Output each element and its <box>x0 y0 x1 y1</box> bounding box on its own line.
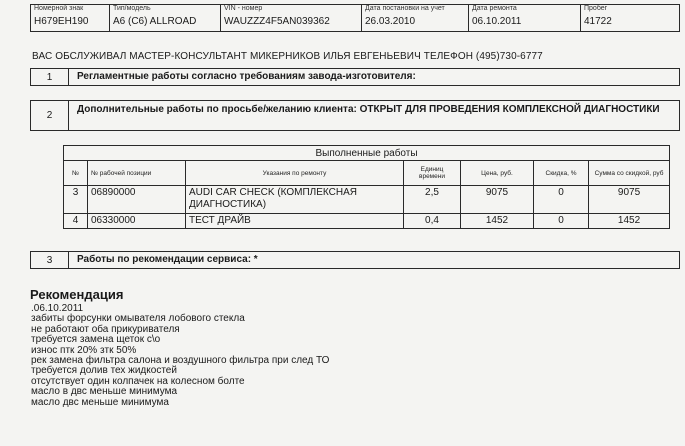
cell-price: 1452 <box>461 214 534 229</box>
list-item: масло двс меньше минимума <box>31 396 169 408</box>
consultant-line: ВАС ОБСЛУЖИВАЛ МАСТЕР-КОНСУЛЬТАНТ МИКЕРНИКОВ ИЛЬЯ ЕВГЕНЬЕВИЧ ТЕЛЕФОН (495)730-6777 <box>32 51 543 62</box>
table-title: Выполненные работы <box>64 146 670 161</box>
list-item: .06.10.2011 <box>31 303 84 314</box>
registration-date-value: 26.03.2010 <box>365 16 416 27</box>
list-item: масло в двс меньше минимума <box>31 386 178 398</box>
section-number: 1 <box>31 69 69 85</box>
cell-number: 4 <box>64 214 88 229</box>
section-text: Дополнительные работы по просьбе/желанию клиента: ОТКРЫТ ДЛЯ ПРОВЕДЕНИЯ КОМПЛЕКСНОЙ ДИАГНОСТИКИ <box>77 104 660 115</box>
recommendations-list <box>31 304 329 408</box>
model-value: A6 (C6) ALLROAD <box>113 16 197 27</box>
registration-date-field <box>362 5 469 31</box>
column-header: № <box>64 161 88 186</box>
table-row <box>64 214 670 229</box>
list-item: требуется долив тех жидкостей <box>31 365 177 377</box>
performed-work-table <box>63 145 670 229</box>
list-item: отсутствует один колпачек на колесном болте <box>31 375 245 387</box>
cell-position: 06330000 <box>88 214 186 229</box>
repair-date-value: 06.10.2011 <box>472 16 522 27</box>
table-row <box>64 186 670 214</box>
repair-date-label: Дата ремонта <box>472 5 517 12</box>
vin-field <box>221 5 362 31</box>
mileage-field <box>581 5 679 31</box>
recommendations-title: Рекомендация <box>30 287 124 302</box>
plate-value: Н679ЕН190 <box>34 16 89 27</box>
cell-time-units: 0,4 <box>404 214 461 229</box>
column-header: № рабочей позиции <box>88 161 186 186</box>
model-label: Тип/модель <box>113 5 151 12</box>
cell-discount: 0 <box>534 186 589 214</box>
vin-value: WAUZZZ4F5AN039362 <box>224 16 330 27</box>
section-number: 2 <box>31 101 69 130</box>
model-field <box>110 5 221 31</box>
cell-price: 9075 <box>461 186 534 214</box>
column-header: Скидка, % <box>534 161 589 186</box>
repair-date-field <box>469 5 581 31</box>
column-header: Сумма со скидкой, руб <box>589 161 670 186</box>
section-number: 3 <box>31 252 69 268</box>
column-header: Цена, руб. <box>461 161 534 186</box>
section-text: Работы по рекомендации сервиса: * <box>77 254 258 265</box>
list-item: требуется замена щеток с\о <box>31 334 161 346</box>
list-item: не работают оба прикуривателя <box>31 323 180 335</box>
registration-date-label: Дата постановки на учет <box>365 5 445 12</box>
mileage-value: 41722 <box>584 16 612 27</box>
section-text: Регламентные работы согласно требованиям завода-изготовителя: <box>77 71 416 82</box>
cell-total: 9075 <box>589 186 670 214</box>
section-1 <box>30 68 680 86</box>
mileage-label: Пробег <box>584 5 608 12</box>
vehicle-header <box>30 4 680 32</box>
cell-total: 1452 <box>589 214 670 229</box>
column-header: Единиц времени <box>404 161 461 186</box>
cell-number: 3 <box>64 186 88 214</box>
section-2 <box>30 100 680 131</box>
list-item: рек замена фильтра салона и воздушного фильтра при след ТО <box>31 355 330 367</box>
list-item: забиты форсунки омывателя лобового стекла <box>31 313 245 325</box>
list-item: износ птк 20% зтк 50% <box>31 344 137 356</box>
vin-label: VIN - номер <box>224 5 263 12</box>
section-3 <box>30 251 680 269</box>
column-header: Указания по ремонту <box>186 161 404 186</box>
cell-discount: 0 <box>534 214 589 229</box>
cell-time-units: 2,5 <box>404 186 461 214</box>
cell-description: AUDI CAR CHECK (КОМПЛЕКСНАЯ ДИАГНОСТИКА) <box>186 186 404 214</box>
cell-description: ТЕСТ ДРАЙВ <box>186 214 404 229</box>
cell-position: 06890000 <box>88 186 186 214</box>
plate-field <box>31 5 110 31</box>
plate-label: Номерной знак <box>34 5 84 12</box>
